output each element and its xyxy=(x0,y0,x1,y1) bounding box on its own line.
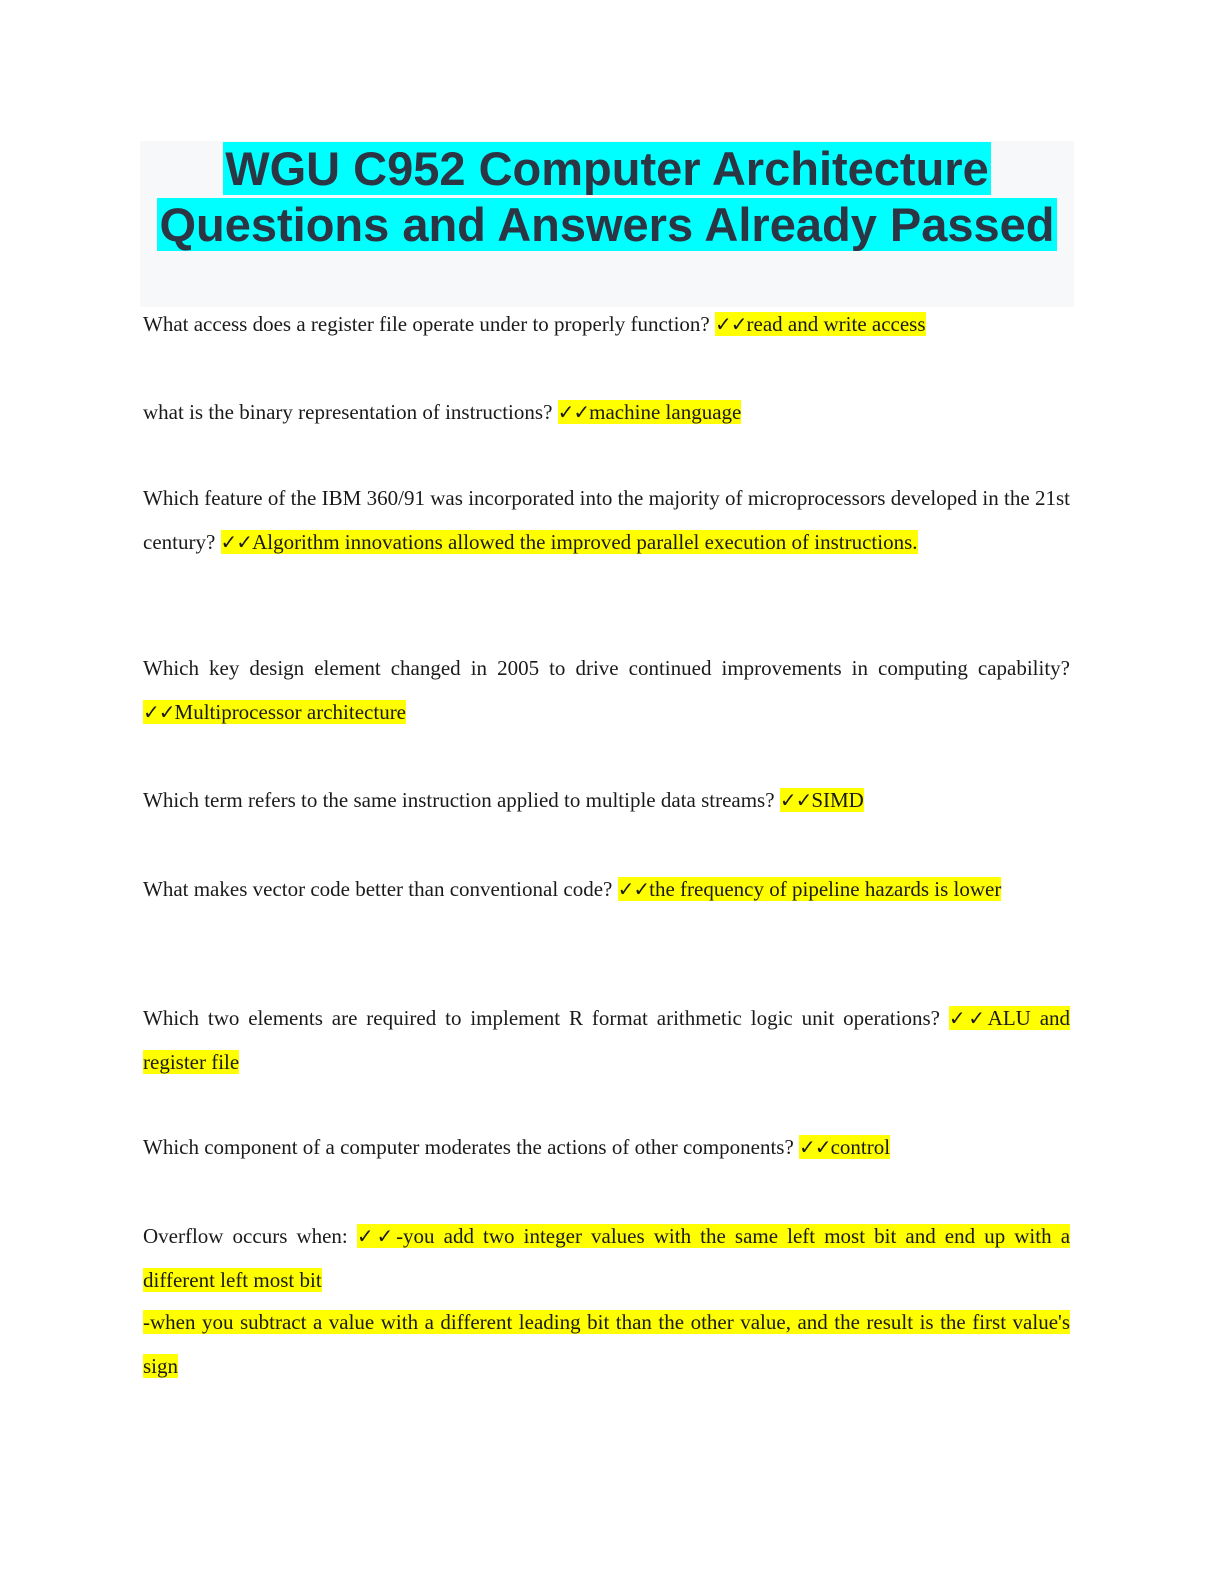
answer-text xyxy=(558,400,742,424)
question-text: Which term refers to the same instruction applied to multiple data streams? xyxy=(143,788,775,812)
answer-value: Algorithm innovations allowed the improved parallel execution of instructions. xyxy=(252,530,918,554)
qa-item-3 xyxy=(143,476,1070,564)
title-line-1 xyxy=(140,141,1074,197)
qa-item-2 xyxy=(143,390,1070,434)
answer-value: Multiprocessor architecture xyxy=(174,700,407,724)
answer-value: SIMD xyxy=(811,788,864,812)
answer-value: ALU and register file xyxy=(143,1006,1071,1074)
qa-item-8 xyxy=(143,1125,1070,1169)
qa-item-5 xyxy=(143,778,1070,822)
question-text: Which key design element changed in 2005 to drive continued improvements in computing capability? xyxy=(143,656,1070,680)
double-check-icon: ✓✓ xyxy=(557,400,590,424)
title-block xyxy=(140,141,1074,307)
question-text: Which two elements are required to implement R format arithmetic logic unit operations? xyxy=(143,1006,940,1030)
question-text: What access does a register file operate under to properly function? xyxy=(143,312,710,336)
answer-value: control xyxy=(830,1135,891,1159)
answer-text xyxy=(799,1135,890,1159)
qa-item-6 xyxy=(143,867,1070,911)
question-text: Which feature of the IBM 360/91 was incorporated into the majority of microprocessors developed in the 21st century? xyxy=(143,486,1070,554)
double-check-icon: ✓✓ xyxy=(948,1006,988,1030)
question-text: what is the binary representation of instructions? xyxy=(143,400,553,424)
answer-value: machine language xyxy=(589,400,742,424)
double-check-icon: ✓✓ xyxy=(220,530,253,554)
double-check-icon: ✓✓ xyxy=(356,1224,397,1248)
question-text: Which component of a computer moderates the actions of other components? xyxy=(143,1135,794,1159)
answer-value: -you add two integer values with the same left most bit and end up with a different left most bit xyxy=(143,1224,1071,1292)
double-check-icon: ✓✓ xyxy=(779,788,812,812)
title-line-2 xyxy=(140,197,1074,253)
double-check-icon: ✓✓ xyxy=(799,1135,831,1159)
title-highlight-2: Questions and Answers Already Passed xyxy=(159,198,1055,251)
double-check-icon: ✓✓ xyxy=(143,700,175,724)
answer-text xyxy=(780,788,864,812)
question-text: What makes vector code better than conventional code? xyxy=(143,877,613,901)
answer-text-continued: -when you subtract a value with a different leading bit than the other value, and the result is the first value's sign xyxy=(143,1310,1070,1378)
answer-value: the frequency of pipeline hazards is lower xyxy=(649,877,1002,901)
qa-item-9-continued xyxy=(143,1300,1070,1388)
answer-text xyxy=(715,312,926,336)
answer-text xyxy=(221,530,918,554)
answer-text xyxy=(618,877,1002,901)
question-text: Overflow occurs when: xyxy=(143,1224,348,1248)
answer-value: read and write access xyxy=(746,312,926,336)
double-check-icon: ✓✓ xyxy=(715,312,747,336)
qa-item-4 xyxy=(143,646,1070,734)
qa-item-7 xyxy=(143,996,1070,1084)
title-highlight-1: WGU C952 Computer Architecture xyxy=(225,142,989,195)
qa-item-1 xyxy=(143,302,1070,346)
answer-text xyxy=(143,700,406,724)
qa-item-9 xyxy=(143,1214,1070,1302)
double-check-icon: ✓✓ xyxy=(617,877,650,901)
